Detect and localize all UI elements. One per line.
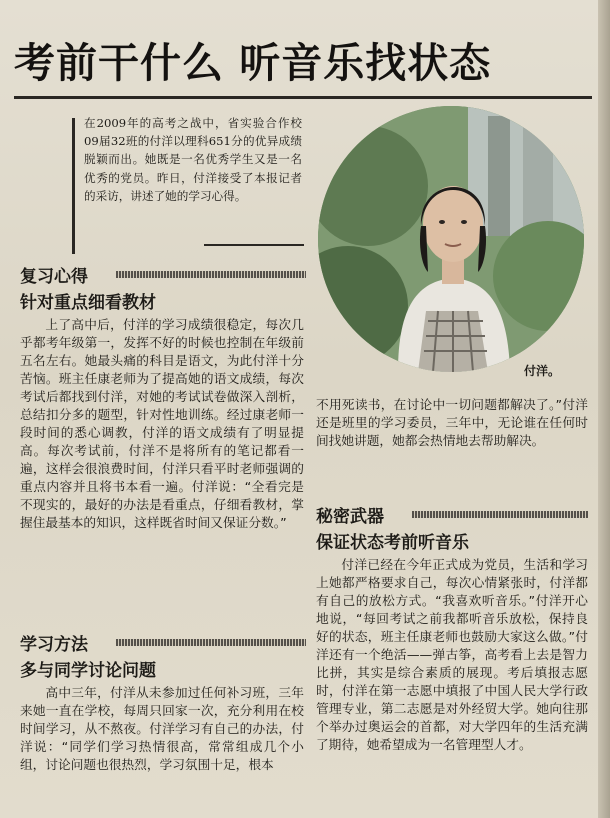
section-2-paragraph: 高中三年，付洋从未参加过任何补习班，三年来她一直在学校，每周只回家一次，充分利用在校时间学习，从不熬夜。付洋学习有自己的办法，付洋说：“同学们学习热情很高，常常组成几个小组，讨论问题也很热烈，学习氛围十足，根本: [20, 685, 304, 772]
section-2-title: 学习方法: [20, 635, 88, 655]
section-3-subtitle: 保证状态考前听音乐: [316, 533, 469, 553]
section-2-subtitle: 多与同学讨论问题: [20, 661, 156, 681]
intro-side-bar: [72, 118, 75, 254]
section-3-paragraph: 付洋已经在今年正式成为党员，生活和学习上她都严格要求自己，每次心情紧张时，付洋都有自己的放松方式。“我喜欢听音乐。”付洋开心地说，“每回考试之前我都听音乐放松，保持良好的状态，班主任康老师也鼓励大家这么做。”付洋还有一个绝活——弹古筝，高考看上去是智力比拼，其实是综合素质的展现。考后填报志愿时，付洋在第一志愿中填报了中国人民大学行政管理专业，第二志愿是对外经贸大学。她向往那个举办过奥运会的首都，对大学四年的生活充满了期待，她希望成为一名管理型人才。: [316, 557, 588, 752]
headline-rule: [14, 96, 592, 99]
intro-text: 在2009年的高考之战中，省实验合作校09届32班的付洋以理科651分的优异成绩脱颖而出。她既是一名优秀学生又是一名优秀的党员。昨日，付洋接受了本报记者的采访，讲述了她的学习心得。: [84, 116, 302, 203]
intro-rule: [204, 244, 304, 246]
continuation-paragraph: 不用死读书，在讨论中一切问题都解决了。”付洋还是班里的学习委员，三年中，无论谁在任何时间找她讲题，她都会热情地去帮助解决。: [316, 397, 588, 448]
section-2-bar: [116, 639, 306, 646]
section-3-body: [316, 556, 588, 754]
section-2-body: [20, 684, 304, 774]
section-3-title: 秘密武器: [316, 507, 384, 527]
photo-caption: 付洋。: [524, 364, 561, 378]
portrait-image: [318, 106, 584, 372]
headline: 考前干什么 听音乐找状态: [14, 39, 492, 87]
portrait-photo: [318, 106, 584, 372]
section-3-bar: [412, 511, 588, 518]
page-edge: [598, 0, 610, 818]
section-1-body: [20, 316, 304, 532]
continuation-body: [316, 396, 588, 450]
section-1-title: 复习心得: [20, 267, 88, 287]
section-1-bar: [116, 271, 306, 278]
section-1-subtitle: 针对重点细看教材: [20, 293, 156, 313]
section-1-paragraph: 上了高中后，付洋的学习成绩很稳定，每次几乎都考年级第一，发挥不好的时候也控制在年级前五名左右。她最头痛的科目是语文，为此付洋十分苦恼。班主任康老师为了提高她的语文成绩，每次考试后都找到付洋，对她的考试试卷做深入剖析，总结扣分多的题型，针对性地训练。经过康老师一段时间的悉心调教，付洋的语文成绩有了明显提高。每次考试前，付洋不是将所有的笔记都看一遍，这样会很浪费时间，付洋只看平时老师强调的重点内容并且将书本看一遍。付洋说：“全看完是不现实的，最好的办法是看重点，仔细看教材，掌握住最基本的知识，这样既省时间又保证分数。”: [20, 317, 304, 530]
